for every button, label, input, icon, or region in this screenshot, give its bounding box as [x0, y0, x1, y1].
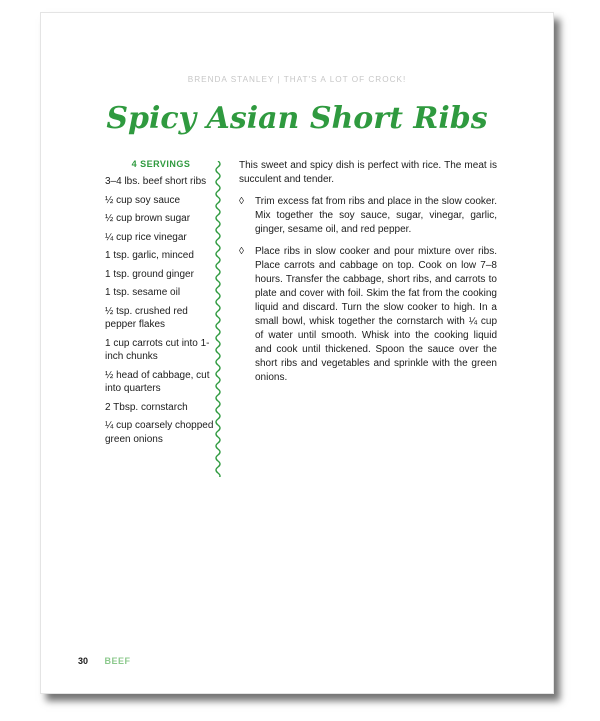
ingredient-item: ¼ cup rice vinegar	[105, 231, 187, 243]
ingredient-list	[105, 175, 217, 446]
book-page	[40, 12, 554, 694]
page-number: 30	[78, 656, 89, 666]
diamond-bullet-icon: ◊	[239, 196, 244, 207]
ingredient-item: ½ head of cabbage, cut into quarters	[105, 369, 210, 394]
ingredient-item: 1 tsp. garlic, minced	[105, 250, 194, 261]
ingredient-item: 1 cup carrots cut into 1-inch chunks	[105, 337, 210, 362]
instruction-step	[239, 195, 497, 237]
ingredient-item: 3–4 lbs. beef short ribs	[105, 176, 207, 187]
ingredient-item: ½ tsp. crushed red pepper flakes	[105, 305, 188, 330]
section-name: BEEF	[104, 656, 131, 666]
instruction-text: Trim excess fat from ribs and place in the slow cooker. Mix together the soy sauce, sugar, vinegar, garlic, ginger, sesame oil, and red pepper.	[255, 196, 497, 235]
instruction-step	[239, 245, 497, 385]
diamond-bullet-icon: ◊	[239, 246, 244, 257]
ingredient-item: 1 tsp. ground ginger	[105, 268, 194, 280]
ingredients-sidebar	[105, 159, 217, 451]
running-head: BRENDA STANLEY | THAT'S A LOT OF CROCK!	[187, 75, 407, 84]
ingredient-item: ½ cup brown sugar	[105, 213, 191, 224]
page-footer	[78, 656, 131, 666]
wavy-divider	[213, 161, 223, 477]
ingredient-item: ½ cup soy sauce	[105, 194, 181, 206]
recipe-body	[239, 159, 497, 393]
ingredient-item: 1 tsp. sesame oil	[105, 287, 181, 298]
servings-label: 4 SERVINGS	[131, 159, 191, 169]
ingredient-item: 2 Tbsp. cornstarch	[105, 401, 188, 413]
instruction-text: Place ribs in slow cooker and pour mixture over ribs. Place carrots and cabbage on top. Cook on low 7–8 hours. Transfer the cabbage, short ribs, and carrots to plate and cover with foil. Skim the fat from the cooking liquid and discard. Turn the slow cooker to high. In a small bowl, whisk together the cornstarch with ¼ cup of water until smooth. Whisk into the cooking liquid and cook until thickened. Spoon the sauce over the short ribs and vegetables and sprinkle with the green onions.	[255, 246, 497, 383]
recipe-title: Spicy Asian Short Ribs	[106, 101, 488, 136]
ingredient-item: ¼ cup coarsely chopped green onions	[105, 420, 214, 445]
recipe-intro: This sweet and spicy dish is perfect with rice. The meat is succulent and tender.	[239, 160, 497, 185]
